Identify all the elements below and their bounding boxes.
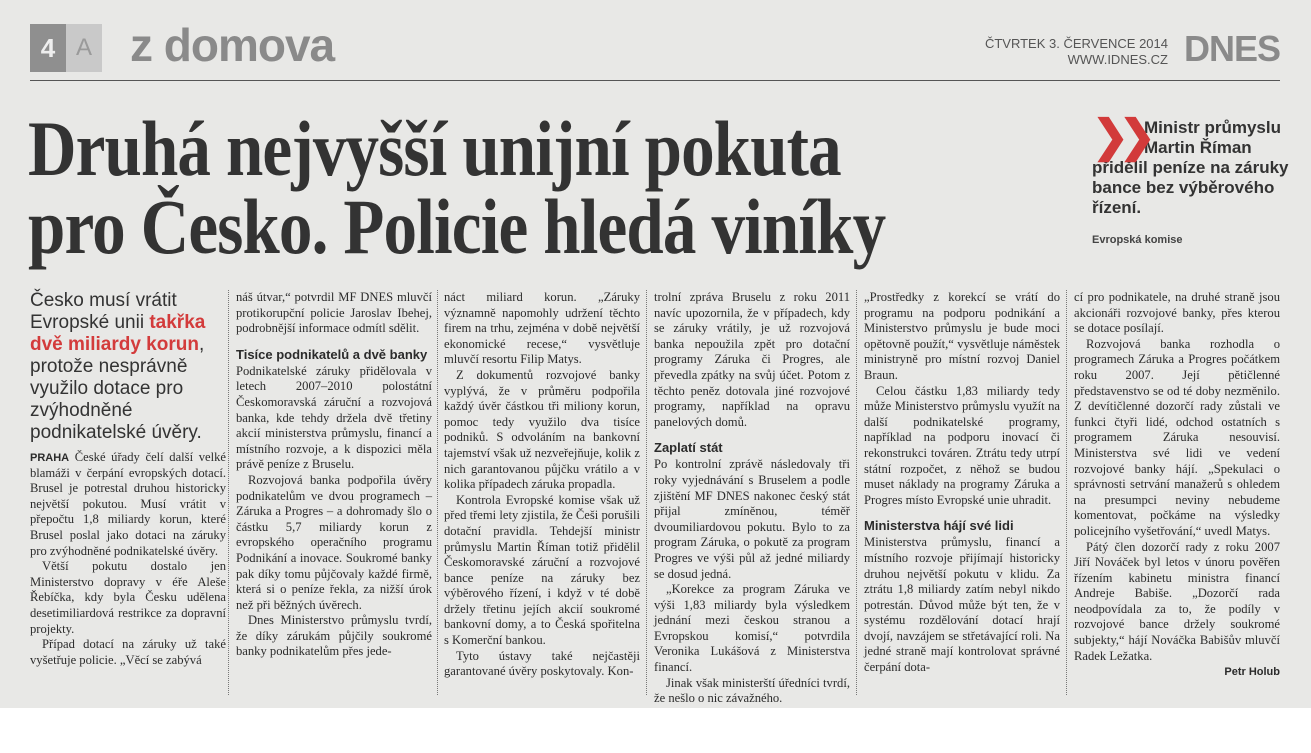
quote-line-1: Ministr průmyslu xyxy=(1144,118,1281,137)
subheading: Tisíce podnikatelů a dvě banky xyxy=(236,346,428,362)
pull-quote xyxy=(1092,112,1292,250)
lead-text-end: , protože nesprávně využilo dotace pro zvýhodněné podnikatelské úvěry. xyxy=(30,334,205,443)
date-text: ČTVRTEK 3. ČERVENCE 2014 xyxy=(984,36,1168,51)
dateline: PRAHA xyxy=(30,452,70,464)
column-6 xyxy=(1074,290,1280,678)
column-3 xyxy=(444,290,640,680)
author-byline: Petr Holub xyxy=(1224,666,1280,679)
paragraph: trolní zpráva Bruselu z roku 2011 navíc upozornila, že v případech, kdy se záruky vrátily, je už rozvojová banka nepoužila zpět pro dotační programy Záruka či Progres, ale převedla zpátky na svůj účet. Potom z těchto peněz dotovala jiné rozvojové programy, například na opravu panelových domů. xyxy=(654,290,850,429)
masthead xyxy=(30,19,1280,74)
paragraph: Větší pokutu dostalo jen Ministerstvo dopravy v éře Aleše Řebíčka, kdy byla Česku udělena desetimiliardová restrikce za dopravní projekty. xyxy=(30,559,226,636)
headline-line-2: pro Česko. Policie hledá viníky xyxy=(28,183,886,270)
subheading: Zaplatí stát xyxy=(654,440,723,456)
article-headline xyxy=(28,105,886,270)
paragraph: Celou částku 1,83 miliardy tedy může Ministerstvo průmyslu využít na další podnikatelské programy, například na podporu inovací či rekonstrukci továren. Ztrátu tedy utrpí státní rozpočet, z něhož se budou muset náklady na programy Záruka a Progres místo Evropské unie uhradit. xyxy=(864,383,1060,507)
quote-line-2: Martin Říman xyxy=(1144,138,1252,157)
paragraph: Po kontrolní zprávě následovaly tři roky vyjednávání s Bruselem a podle zjištění MF DNES nakonec český stát přijal zmíněnou, téměř dvoumiliardovou pokutu. Bylo to za program Záruka, o pokutě za program Progres ve výši půl až jedné miliardy se dosud jedná. xyxy=(654,457,850,581)
paragraph: Rozvojová banka rozhodla o programech Záruka a Progres počátkem roku 2007. Její pětičlenné představenstvo se od té doby nezměnilo. Z devítičlenné dozorčí rady zůstali ve funkci čtyři lidé, odchod ostatních s programem Záruka nesouvisí. Ministerstva své lidi ve vedení rozvojové banky hájí. „Spekulaci o správnosti setrvání manažerů s ohledem na presumpci neviny nebudeme komentovat, počkáme na výsledky policejního vyšetřování,“ uvedl Matys. xyxy=(1074,336,1280,538)
brand-logo: DNES xyxy=(1183,28,1280,69)
section-letter: A xyxy=(66,24,102,72)
paragraph: Ministerstva průmyslu, financí a místního rozvoje přijímají historicky druhou největší pokutu v klidu. Za ztrátu 1,8 miliardy zatím nebyl nikdo potrestán. Důvod může být ten, že v systému rozdělování dotací hrají dvojí, navzájem se střetávající roli. Na jedné straně mají kontrolovat správné čerpání dota- xyxy=(864,535,1060,675)
headline-line-1: Druhá nejvyšší unijní pokuta xyxy=(28,105,841,192)
column-2 xyxy=(236,290,432,660)
issue-date xyxy=(985,36,1168,68)
double-chevron-right-icon: ❯❯ xyxy=(1092,112,1146,161)
column-divider xyxy=(1066,290,1067,695)
column-divider xyxy=(856,290,857,695)
paragraph: Případ dotací na záruky už také vyšetřuje policie. „Věcí se zabývá xyxy=(30,637,226,667)
article-lead xyxy=(30,290,220,444)
quote-source: Evropská komise xyxy=(1092,234,1183,246)
subheading: Ministerstva hájí své lidi xyxy=(864,518,1014,534)
column-4 xyxy=(654,290,850,707)
column-divider xyxy=(437,290,438,695)
column-divider xyxy=(646,290,647,695)
lead-highlight: takřka dvě miliardy korun xyxy=(30,312,206,355)
paragraph: cí pro podnikatele, na druhé straně jsou akcionáři rozvojové banky, přes kterou se dotace posílají. xyxy=(1074,290,1280,336)
paragraph: Pátý člen dozorčí rady z roku 2007 Jiří Nováček byl letos v únoru pověřen řízením kabinetu ministra financí Andreje Babiše. „Dozorčí rada neodpovídala za to, že podíly v rozvojové bance držely soukromé subjekty,“ hájí Nováčka Babišův mluvčí Radek Ležatka. xyxy=(1074,539,1280,663)
lead-text: Česko musí vrátit Evropské unii xyxy=(30,290,177,333)
paragraph-text: České úřady čelí další velké blamáži v čerpání evropských dotací. Brusel je potrestal druhou historicky největší pokutou. Musí vrátit v přepočtu 1,8 miliardy korun, které Brusel poslal jako dotaci na záruky pro zvýhodněné podnikatelské úvěry. xyxy=(30,450,226,558)
paragraph: Podnikatelské záruky přidělovala v letech 2007–2010 polostátní Českomoravská záruční a rozvojová banka, kde tehdy držela dvě třetiny akcií ministerstva průmyslu, financí a místního rozvoje, a k dispozici měla právě peníze z Bruselu. xyxy=(236,363,432,472)
paragraph: Z dokumentů rozvojové banky vyplývá, že v průměru podpořila každý úvěr částkou tři miliony korun, pomoc tedy využilo dva tisíce podniků. S odvoláním na bankovní tajemství však už nezveřejňuje, kolik z nich garantovanou půjčku vrátilo a v kolika případech záruka propadla. xyxy=(444,367,640,492)
column-1 xyxy=(30,450,226,668)
column-divider xyxy=(228,290,229,695)
page-number: 4 xyxy=(30,24,66,72)
quote-rest: přidělil peníze na záruky bance bez výběrového řízení. xyxy=(1092,158,1289,217)
paragraph: Kontrola Evropské komise však už před třemi lety zjistila, že Češi porušili dotační pravidla. Tehdejší ministr průmyslu Martin Říman totiž přidělil Českomoravské záruční a rozvojové bance peníze na záruky bez výběrového řízení, i když v té době držely třetinu jejích akcií soukromé bankovní domy, a to Česká spořitelna s Komerční bankou. xyxy=(444,492,640,648)
paragraph: „Prostředky z korekcí se vrátí do programu na podporu podnikání a Ministerstvo průmyslu je bude moci opětovně použít,“ vysvětluje náměstek ministryně pro místní rozvoj Daniel Braun. xyxy=(864,290,1060,382)
paragraph xyxy=(30,450,226,559)
header-divider xyxy=(30,80,1280,81)
section-rubric: z domova xyxy=(130,19,335,71)
paragraph: Tyto ústavy také nejčastěji garantované úvěry poskytovaly. Kon- xyxy=(444,648,640,679)
paragraph: Rozvojová banka podpořila úvěry podnikatelům ve dvou programech – Záruka a Progres – a dohromady šlo o částku 5,7 miliardy korun z evropského operačního programu Podnikání a inovace. Soukromé banky pak díky tomu půjčovaly každé firmě, která si o peníze řekla, za nižší úrok než při běžných úvěrech. xyxy=(236,472,432,612)
paragraph: náct miliard korun. „Záruky významně napomohly udržení těchto firem na trhu, zejména v době největší ekonomické recese,“ vysvětluje mluvčí resortu Filip Matys. xyxy=(444,290,640,367)
paragraph: Dnes Ministerstvo průmyslu tvrdí, že díky zárukám půjčily soukromé banky podnikatelům přes jede- xyxy=(236,613,432,659)
paragraph: náš útvar,“ potvrdil MF DNES mluvčí protikorupční policie Jaroslav Ibehej, podrobnější informace odmítl sdělit. xyxy=(236,290,432,336)
column-5 xyxy=(864,290,1060,676)
paragraph: Jinak však ministerští úředníci tvrdí, že nešlo o nic závažného. xyxy=(654,675,850,706)
paragraph: „Korekce za program Záruka ve výši 1,83 miliardy byla výsledkem jednání mezi českou stranou a Evropskou komisí,“ potvrdila Veronika Lukášová z Ministerstva financí. xyxy=(654,582,850,675)
website-text: WWW.IDNES.CZ xyxy=(1067,52,1168,67)
